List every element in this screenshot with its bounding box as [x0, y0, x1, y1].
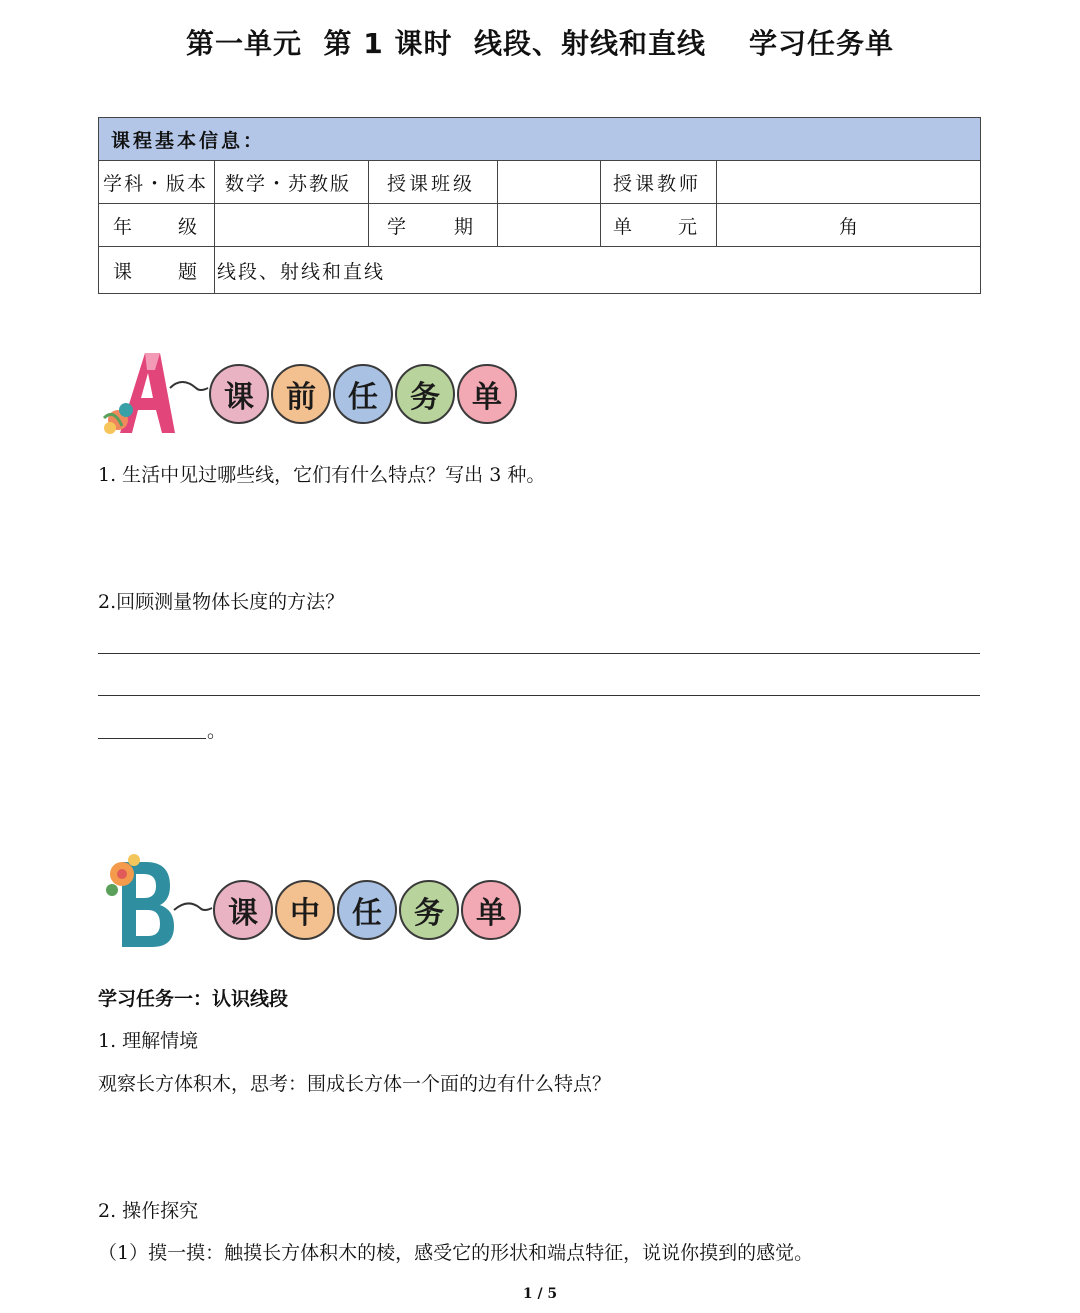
teacher-label: 授课教师 [601, 161, 717, 204]
circle-5: 单 [461, 880, 521, 940]
task-title: 学习任务一：认识线段 [98, 988, 289, 1010]
unit-value: 角 [717, 204, 981, 247]
question-2: 2.回顾测量物体长度的方法？ [98, 591, 345, 613]
circle-5: 单 [457, 364, 517, 424]
page-title: 第一单元 第 1 课时 线段、射线和直线 学习任务单 [186, 27, 894, 60]
answer-line-2 [98, 695, 980, 696]
subject-label: 学科・版本 [99, 161, 215, 204]
item-1-text: 观察长方体积木，思考：围成长方体一个面的边有什么特点？ [98, 1073, 612, 1095]
circle-2: 中 [275, 880, 335, 940]
topic-value: 线段、射线和直线 [215, 247, 981, 294]
subject-value: 数学・苏教版 [215, 161, 369, 204]
section-a-title-circles [209, 364, 519, 424]
term-label: 学 期 [369, 204, 498, 247]
item-1-heading: 1. 理解情境 [98, 1030, 199, 1052]
topic-label: 课 题 [99, 247, 215, 294]
section-a-banner [100, 348, 220, 438]
class-label: 授课班级 [369, 161, 498, 204]
answer-blank [98, 738, 206, 739]
section-b-banner [100, 852, 220, 952]
circle-3: 任 [337, 880, 397, 940]
answer-line-1 [98, 653, 980, 654]
answer-period: 。 [207, 720, 227, 742]
circle-2: 前 [271, 364, 331, 424]
item-2-heading: 2. 操作探究 [98, 1200, 199, 1222]
item-2-text: （1）摸一摸：触摸长方体积木的棱，感受它的形状和端点特征，说说你摸到的感觉。 [98, 1242, 814, 1264]
question-1: 1. 生活中见过哪些线，它们有什么特点？写出 3 种。 [98, 464, 546, 486]
class-value [498, 161, 601, 204]
circle-4: 务 [395, 364, 455, 424]
circle-1: 课 [209, 364, 269, 424]
circle-1: 课 [213, 880, 273, 940]
circle-3: 任 [333, 364, 393, 424]
page-number: 1 / 5 [522, 1286, 558, 1302]
circle-4: 务 [399, 880, 459, 940]
letter-a-floral-icon [100, 348, 220, 438]
grade-label: 年 级 [99, 204, 215, 247]
letter-b-floral-icon [100, 852, 220, 952]
course-info-table [98, 117, 981, 294]
section-b-title-circles [213, 880, 523, 940]
table-header: 课程基本信息： [99, 118, 981, 161]
grade-value [215, 204, 369, 247]
term-value [498, 204, 601, 247]
teacher-value [717, 161, 981, 204]
unit-label: 单 元 [601, 204, 717, 247]
